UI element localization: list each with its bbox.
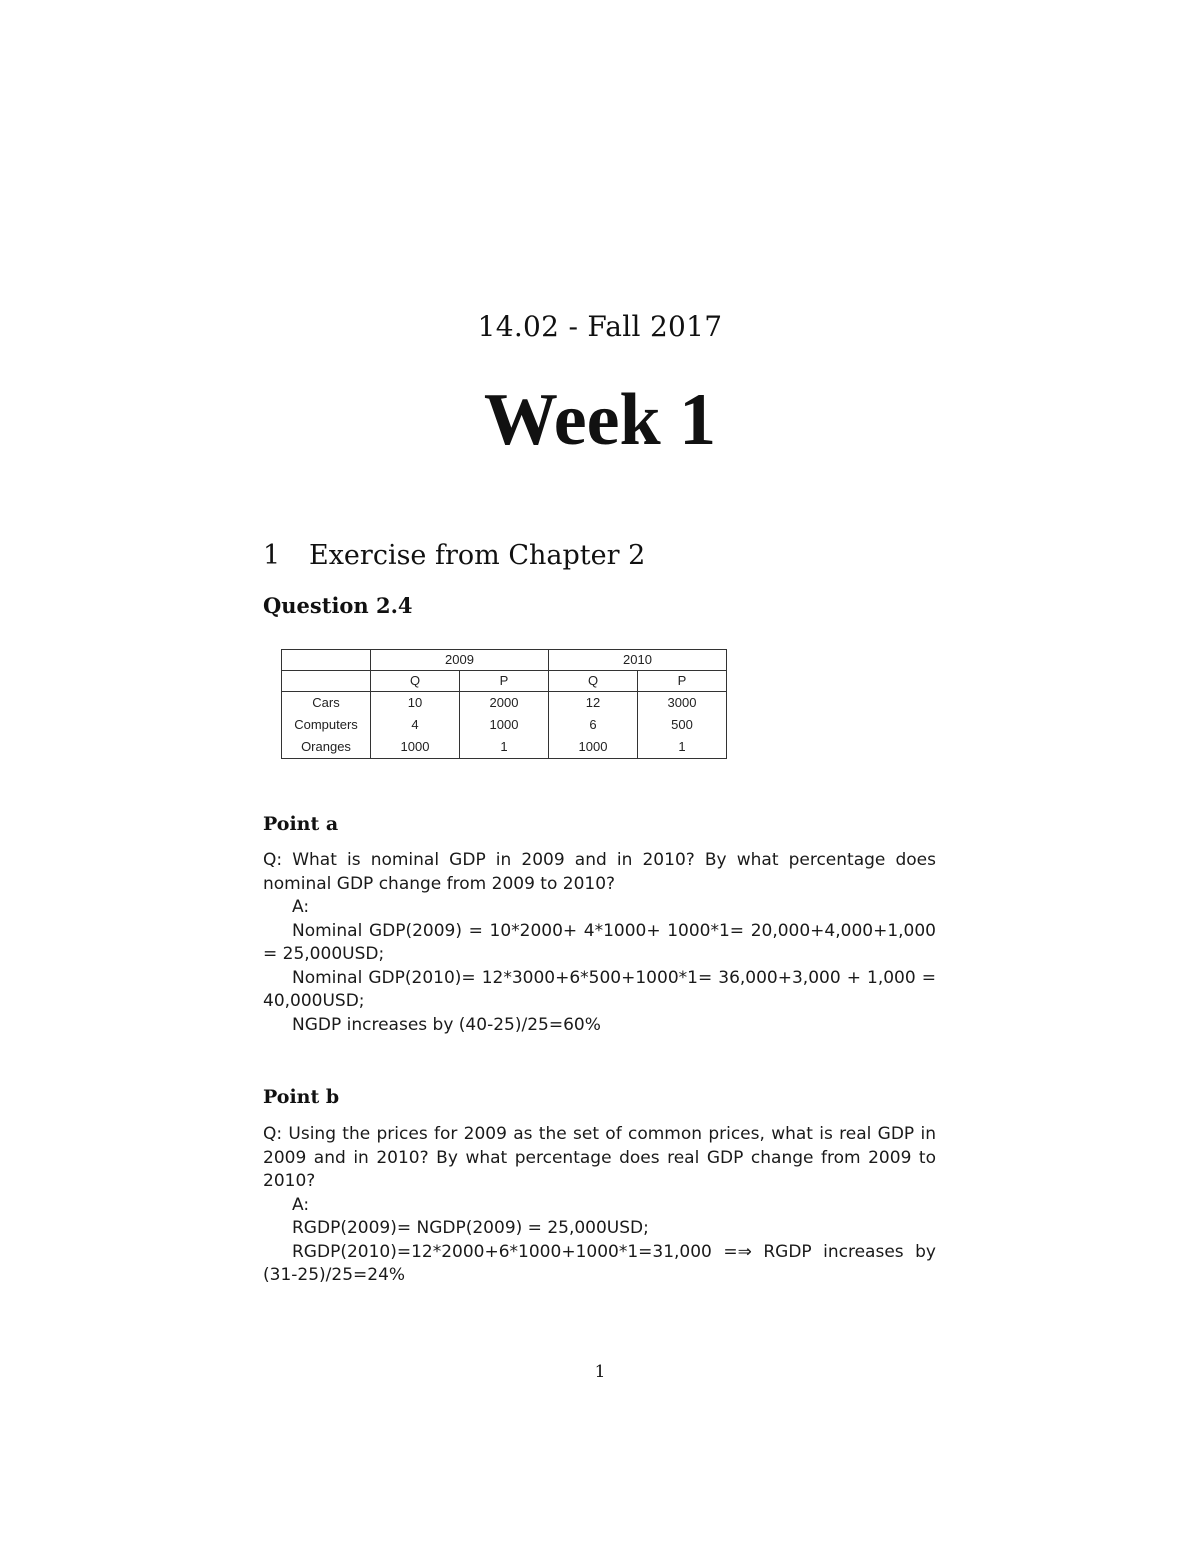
course-label: 14.02 - Fall 2017	[477, 310, 723, 343]
page-title: Week 1	[483, 379, 717, 461]
table-cell: 6	[549, 714, 638, 736]
point-b-question: Q: Using the prices for 2009 as the set of common prices, what is real GDP in 2009 and in 2010? By what percentage does real GDP change from 2009 to 2010?	[263, 1124, 936, 1191]
question-heading: Question 2.4	[263, 593, 413, 618]
gdp-data-table	[281, 649, 727, 759]
section-heading	[263, 540, 645, 571]
table-row	[282, 692, 727, 715]
table-row	[282, 736, 727, 759]
table-year-header: 2009	[371, 650, 549, 671]
point-a-answer-line: Nominal GDP(2010)= 12*3000+6*500+1000*1= 36,000+3,000 + 1,000 = 40,000USD;	[263, 967, 936, 1011]
table-cell: 1000	[460, 714, 549, 736]
point-a-question: Q: What is nominal GDP in 2009 and in 2010? By what percentage does nominal GDP change from 2009 to 2010?	[263, 850, 936, 894]
point-a-answer-line: Nominal GDP(2009) = 10*2000+ 4*1000+ 1000*1= 20,000+4,000+1,000 = 25,000USD;	[263, 920, 936, 964]
section-title: Exercise from Chapter 2	[309, 540, 646, 571]
table-cell: 1	[460, 736, 549, 759]
page-number: 1	[594, 1362, 606, 1382]
table-cell: 1000	[549, 736, 638, 759]
table-year-row	[282, 650, 727, 671]
table-corner-cell	[282, 650, 371, 671]
table-cell: 1000	[371, 736, 460, 759]
table-cell: 3000	[638, 692, 727, 715]
point-a-heading: Point a	[263, 813, 339, 835]
table-cell: 4	[371, 714, 460, 736]
table-cell: 2000	[460, 692, 549, 715]
point-b-answer-line: RGDP(2010)=12*2000+6*1000+1000*1=31,000 =⇒ RGDP increases by (31-25)/25=24%	[263, 1241, 936, 1285]
table-row-label: Computers	[282, 714, 371, 736]
table-subheader-row	[282, 671, 727, 692]
table-corner-cell	[282, 671, 371, 692]
table-subheader: Q	[371, 671, 460, 692]
table-cell: 12	[549, 692, 638, 715]
point-a-body	[263, 849, 936, 1037]
table-row-label: Oranges	[282, 736, 371, 759]
section-number: 1	[263, 540, 281, 571]
point-a-answer-label: A:	[292, 897, 310, 917]
point-b-body	[263, 1123, 936, 1288]
table-subheader: P	[460, 671, 549, 692]
table-subheader: Q	[549, 671, 638, 692]
table-row-label: Cars	[282, 692, 371, 715]
point-b-answer-label: A:	[292, 1194, 310, 1215]
table-cell: 1	[638, 736, 727, 759]
point-b-heading: Point b	[263, 1086, 340, 1108]
point-a-answer-line: NGDP increases by (40-25)/25=60%	[292, 1014, 601, 1035]
table-subheader: P	[638, 671, 727, 692]
point-b-answer-line: RGDP(2009)= NGDP(2009) = 25,000USD;	[292, 1218, 649, 1238]
table-cell: 10	[371, 692, 460, 715]
table-year-header: 2010	[549, 650, 727, 671]
table-cell: 500	[638, 714, 727, 736]
table-row	[282, 714, 727, 736]
